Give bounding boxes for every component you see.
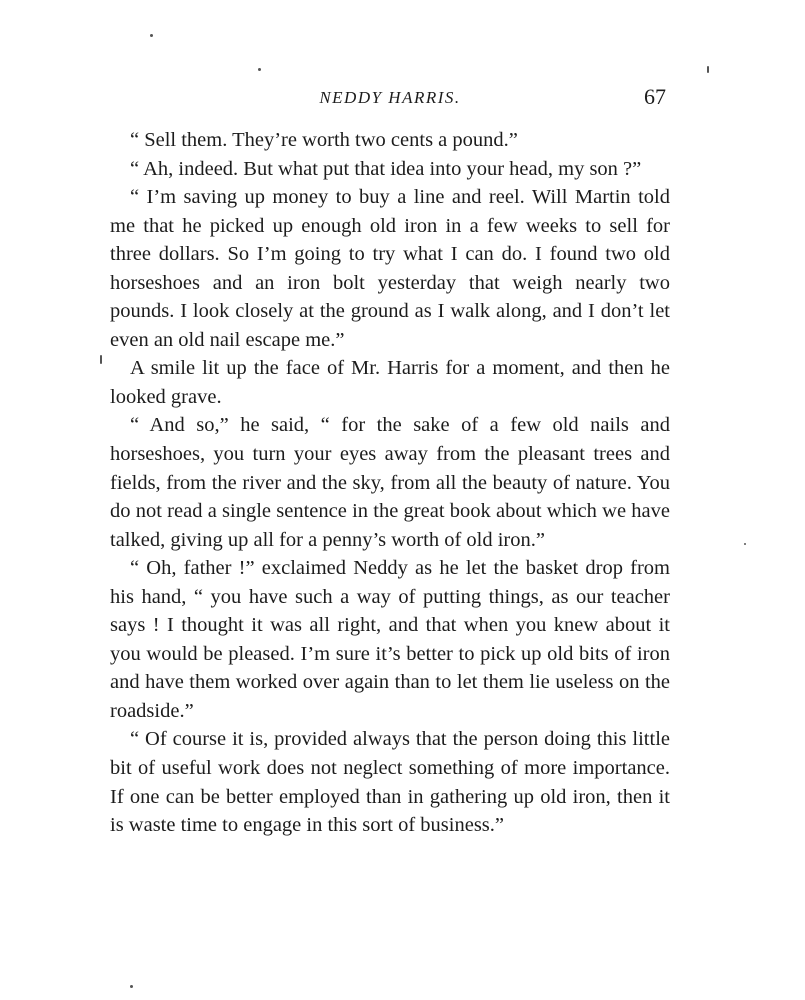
body-text [110, 126, 670, 840]
running-head [110, 84, 670, 114]
print-speck [150, 34, 153, 37]
paragraph: “ Ah, indeed. But what put that idea into your head, my son ?” [130, 157, 642, 180]
print-speck [707, 66, 709, 73]
print-speck [744, 543, 746, 545]
print-speck [258, 68, 261, 71]
paragraph: “ Of course it is, provided always that the person doing this little bit of useful work does not neglect something of more importance. If one can be better employed than in gathering up old iron, then it is waste time to engage in this sort of business.” [110, 728, 670, 837]
print-speck [100, 355, 102, 364]
paragraph: “ And so,” he said, “ for the sake of a few old nails and horseshoes, you turn your eyes away from the pleasant trees and fields, from the river and the sky, from all the beauty of nature. You do not read a single sentence in the great book about which we have talked, giving up all for a penny’s worth of old iron.” [110, 414, 670, 551]
page-number: 67 [644, 84, 666, 109]
paragraph: A smile lit up the face of Mr. Harris for a moment, and then he looked grave. [110, 357, 670, 408]
paragraph: “ I’m saving up money to buy a line and reel. Will Martin told me that he picked up enough old iron in a few weeks to sell for three dollars. So I’m going to try what I can do. I found two old horseshoes and an iron bolt yesterday that weigh nearly two pounds. I look closely at the ground as I walk along, and I don’t let even an old nail escape me.” [110, 186, 670, 351]
paragraph: “ Oh, father !” exclaimed Neddy as he let the basket drop from his hand, “ you have such a way of putting things, as our teacher says ! I thought it was all right, and that when you knew about it you would be pleased. I’m sure it’s better to pick up old bits of iron and have them worked over again than to let them lie useless on the roadside.” [110, 557, 670, 722]
running-title: NEDDY HARRIS. [319, 88, 461, 107]
print-speck [130, 985, 133, 988]
paragraph: “ Sell them. They’re worth two cents a pound.” [130, 129, 518, 151]
